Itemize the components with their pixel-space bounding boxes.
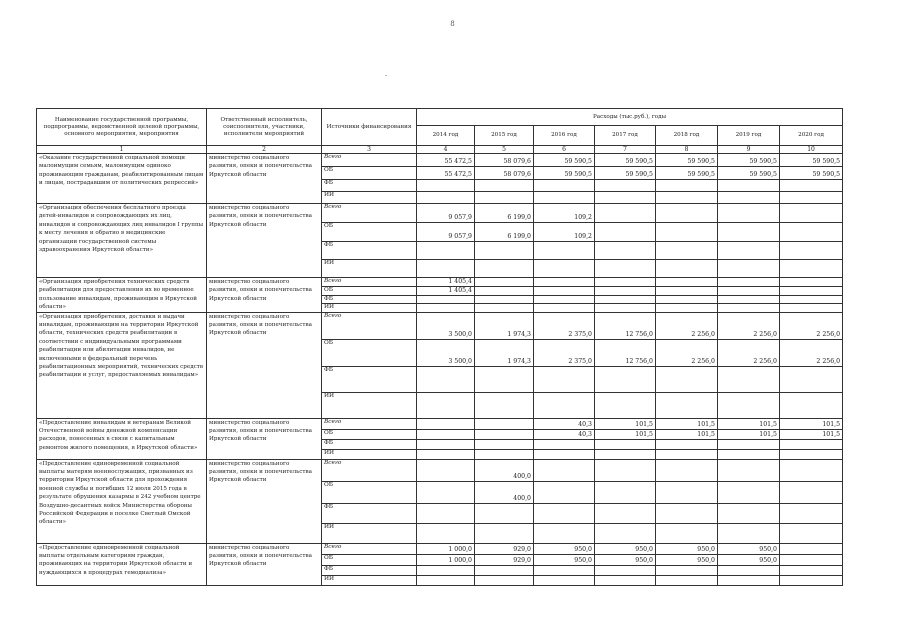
- expense-value: 950,0: [718, 543, 780, 554]
- expense-value: [656, 192, 718, 204]
- expense-value: 1 000,0: [417, 554, 475, 565]
- expense-value: [780, 180, 843, 192]
- expense-value: [534, 180, 595, 192]
- expense-value: [534, 481, 595, 503]
- expense-value: 2 256,0: [718, 339, 780, 366]
- expense-value: 400,0: [475, 481, 534, 503]
- expense-value: 950,0: [595, 543, 656, 554]
- page-number: 8: [450, 20, 455, 28]
- expense-value: [534, 260, 595, 278]
- header-source: Источники финансирования: [322, 109, 417, 146]
- expense-value: [417, 481, 475, 503]
- expense-value: 3 500,0: [417, 312, 475, 339]
- expense-value: [534, 459, 595, 481]
- expense-value: 59 590,5: [780, 167, 843, 180]
- expense-value: 59 590,5: [718, 167, 780, 180]
- header-expenses: Расходы (тыс.руб.), годы: [417, 109, 843, 126]
- expense-value: [595, 223, 656, 242]
- expense-value: [780, 204, 843, 223]
- expense-value: [534, 439, 595, 449]
- funding-source: ФБ: [322, 296, 417, 304]
- expense-value: [718, 223, 780, 242]
- funding-source: ОБ: [322, 429, 417, 439]
- expense-value: [417, 523, 475, 543]
- funding-source: ФБ: [322, 503, 417, 523]
- expense-value: 2 256,0: [718, 312, 780, 339]
- expense-value: 929,0: [475, 554, 534, 565]
- funding-source: ИИ: [322, 304, 417, 312]
- executor: министерство социального развития, опеки и попечительства Иркутской области: [207, 543, 322, 585]
- expense-value: 101,5: [718, 429, 780, 439]
- expense-value: [475, 503, 534, 523]
- expense-value: [656, 565, 718, 575]
- expense-value: 1 974,3: [475, 339, 534, 366]
- expense-value: [718, 392, 780, 418]
- column-number: 6: [534, 146, 595, 154]
- expense-value: [780, 287, 843, 296]
- expense-value: [534, 523, 595, 543]
- expense-value: [534, 192, 595, 204]
- expense-value: 101,5: [595, 429, 656, 439]
- funding-source: ОБ: [322, 339, 417, 366]
- expense-value: 59 590,5: [595, 167, 656, 180]
- expense-value: [718, 304, 780, 312]
- expense-value: [475, 392, 534, 418]
- expense-value: 1 000,0: [417, 543, 475, 554]
- expense-value: [595, 523, 656, 543]
- expense-value: [656, 223, 718, 242]
- expense-value: [595, 565, 656, 575]
- expense-value: 59 590,5: [780, 154, 843, 167]
- funding-source: Всего: [322, 418, 417, 429]
- expense-value: 2 256,0: [780, 312, 843, 339]
- expense-value: 109,2: [534, 223, 595, 242]
- expense-value: 1 405,4: [417, 278, 475, 287]
- expense-value: [595, 296, 656, 304]
- expense-value: [417, 449, 475, 459]
- expense-value: 55 472,5: [417, 154, 475, 167]
- expense-value: [656, 366, 718, 392]
- expense-value: 58 079,6: [475, 167, 534, 180]
- expense-value: [534, 278, 595, 287]
- measure-name: «Организация приобретения технических средств реабилитации для предоставления их во временное пользование инвалидам, проживающим в Иркутской области»: [37, 278, 207, 313]
- column-number: 2: [207, 146, 322, 154]
- expense-value: [780, 392, 843, 418]
- measure-name: «Организация обеспечения бесплатного проезда детей-инвалидов и сопровождающих их лиц, инвалидов и сопровождающих лиц инвалидов I группы к месту лечения и обратно в медицинские организации государственной системы здравоохранения Иркутской области»: [37, 204, 207, 278]
- expense-value: 55 472,5: [417, 167, 475, 180]
- funding-source: ИИ: [322, 392, 417, 418]
- funding-source: ОБ: [322, 287, 417, 296]
- expense-value: 58 079,6: [475, 154, 534, 167]
- funding-source: ОБ: [322, 223, 417, 242]
- expense-value: [475, 418, 534, 429]
- expense-value: [780, 459, 843, 481]
- expense-value: [656, 392, 718, 418]
- expense-value: [718, 242, 780, 260]
- expense-value: [417, 242, 475, 260]
- table-row: [37, 418, 843, 429]
- header-year: 2017 год: [595, 126, 656, 146]
- expense-value: 950,0: [656, 543, 718, 554]
- budget-table: [36, 108, 843, 586]
- expense-value: 6 199,0: [475, 204, 534, 223]
- expense-value: [595, 439, 656, 449]
- executor: министерство социального развития, опеки и попечительства Иркутской области: [207, 312, 322, 418]
- table-row: [37, 459, 843, 481]
- measure-name: «Предоставление единовременной социальной выплаты отдельным категориям граждан, проживающих на территории Иркутской области и нуждающихся в процедурах гемодиализа»: [37, 543, 207, 585]
- expense-value: [534, 392, 595, 418]
- expense-value: [475, 523, 534, 543]
- expense-value: [475, 278, 534, 287]
- measure-name: «Предоставление единовременной социальной выплаты матерям военнослужащих, призванных из территории Иркутской области для прохождения военной службы и погибших 12 июля 2015 года в результате обрушения казармы в 242 учебном центре Воздушно-десантных войск Министерства обороны Российской Федерации в поселке Светлый Омской области»: [37, 459, 207, 543]
- header-year: 2014 год: [417, 126, 475, 146]
- expense-value: [417, 503, 475, 523]
- expense-value: 950,0: [534, 554, 595, 565]
- expense-value: [417, 565, 475, 575]
- expense-value: 59 590,5: [718, 154, 780, 167]
- expense-value: [595, 180, 656, 192]
- expense-value: [718, 278, 780, 287]
- expense-value: [595, 260, 656, 278]
- expense-value: 2 256,0: [656, 312, 718, 339]
- expense-value: [780, 366, 843, 392]
- expense-value: [534, 503, 595, 523]
- expense-value: 101,5: [780, 429, 843, 439]
- expense-value: 3 500,0: [417, 339, 475, 366]
- expense-value: [780, 575, 843, 585]
- expense-value: [534, 575, 595, 585]
- expense-value: 40,3: [534, 418, 595, 429]
- expense-value: [595, 304, 656, 312]
- expense-value: 950,0: [534, 543, 595, 554]
- expense-value: [475, 429, 534, 439]
- expense-value: [417, 366, 475, 392]
- expense-value: [780, 439, 843, 449]
- expense-value: [780, 543, 843, 554]
- expense-value: [475, 439, 534, 449]
- expense-value: 2 256,0: [656, 339, 718, 366]
- funding-source: ФБ: [322, 242, 417, 260]
- expense-value: [417, 260, 475, 278]
- expense-value: [780, 554, 843, 565]
- expense-value: 6 199,0: [475, 223, 534, 242]
- measure-name: «Оказание государственной социальной помощи малоимущим семьям, малоимущим одиноко проживающим гражданам, реабилитированным лицам и лицам, пострадавшим от политических репрессий»: [37, 154, 207, 204]
- expense-value: 101,5: [595, 418, 656, 429]
- expense-value: [718, 449, 780, 459]
- expense-value: 950,0: [718, 554, 780, 565]
- executor: министерство социального развития, опеки и попечительства Иркутской области: [207, 204, 322, 278]
- expense-value: [595, 503, 656, 523]
- expense-value: 950,0: [595, 554, 656, 565]
- expense-value: [417, 439, 475, 449]
- executor: министерство социального развития, опеки и попечительства Иркутской области: [207, 278, 322, 313]
- expense-value: [780, 565, 843, 575]
- expense-value: 101,5: [656, 429, 718, 439]
- expense-value: [718, 192, 780, 204]
- expense-value: [656, 204, 718, 223]
- expense-value: 1 405,4: [417, 287, 475, 296]
- funding-source: ИИ: [322, 523, 417, 543]
- expense-value: [475, 565, 534, 575]
- expense-value: [417, 459, 475, 481]
- expense-value: 109,2: [534, 204, 595, 223]
- expense-value: 2 256,0: [780, 339, 843, 366]
- expense-value: [475, 192, 534, 204]
- expense-value: [595, 392, 656, 418]
- expense-value: [656, 180, 718, 192]
- expense-value: [780, 481, 843, 503]
- expense-value: [718, 260, 780, 278]
- expense-value: 12 756,0: [595, 339, 656, 366]
- expense-value: [718, 481, 780, 503]
- expense-value: [780, 223, 843, 242]
- funding-source: Всего: [322, 204, 417, 223]
- funding-source: ФБ: [322, 565, 417, 575]
- column-number: 4: [417, 146, 475, 154]
- expense-value: [718, 439, 780, 449]
- table-row: [37, 278, 843, 287]
- column-number: 1: [37, 146, 207, 154]
- expense-value: [417, 180, 475, 192]
- header-year: 2020 год: [780, 126, 843, 146]
- column-number: 10: [780, 146, 843, 154]
- expense-value: 2 375,0: [534, 339, 595, 366]
- expense-value: [475, 242, 534, 260]
- expense-value: [780, 242, 843, 260]
- expense-value: [595, 192, 656, 204]
- expense-value: [475, 366, 534, 392]
- funding-source: ИИ: [322, 192, 417, 204]
- expense-value: [718, 366, 780, 392]
- expense-value: [475, 260, 534, 278]
- expense-value: [656, 287, 718, 296]
- table-row: [37, 154, 843, 167]
- expense-value: [780, 503, 843, 523]
- expense-value: [595, 204, 656, 223]
- expense-value: 400,0: [475, 459, 534, 481]
- expense-value: [780, 304, 843, 312]
- expense-value: 59 590,5: [656, 167, 718, 180]
- expense-value: 12 756,0: [595, 312, 656, 339]
- expense-value: [475, 304, 534, 312]
- column-number: 9: [718, 146, 780, 154]
- expense-value: [718, 459, 780, 481]
- expense-value: 59 590,5: [656, 154, 718, 167]
- expense-value: [780, 278, 843, 287]
- expense-value: [417, 575, 475, 585]
- funding-source: Всего: [322, 312, 417, 339]
- expense-value: [718, 503, 780, 523]
- expense-value: 59 590,5: [534, 154, 595, 167]
- table-row: [37, 543, 843, 554]
- expense-value: [534, 565, 595, 575]
- funding-source: ФБ: [322, 366, 417, 392]
- funding-source: ФБ: [322, 439, 417, 449]
- header-year: 2016 год: [534, 126, 595, 146]
- expense-value: [656, 575, 718, 585]
- expense-value: 101,5: [718, 418, 780, 429]
- expense-value: [475, 287, 534, 296]
- funding-source: Всего: [322, 459, 417, 481]
- header-year: 2018 год: [656, 126, 718, 146]
- expense-value: [718, 296, 780, 304]
- expense-value: [656, 449, 718, 459]
- expense-value: 9 057,9: [417, 204, 475, 223]
- expense-value: [417, 296, 475, 304]
- expense-value: [718, 575, 780, 585]
- column-number: 5: [475, 146, 534, 154]
- expense-value: [780, 523, 843, 543]
- expense-value: [595, 242, 656, 260]
- column-number: 3: [322, 146, 417, 154]
- table-row: [37, 312, 843, 339]
- expense-value: [417, 418, 475, 429]
- expense-value: [417, 392, 475, 418]
- expense-value: [656, 523, 718, 543]
- expense-value: 950,0: [656, 554, 718, 565]
- expense-value: [534, 449, 595, 459]
- expense-value: 101,5: [656, 418, 718, 429]
- expense-value: [718, 523, 780, 543]
- expense-value: 101,5: [780, 418, 843, 429]
- expense-value: [656, 503, 718, 523]
- expense-value: [656, 296, 718, 304]
- funding-source: ИИ: [322, 575, 417, 585]
- expense-value: [595, 278, 656, 287]
- expense-value: 40,3: [534, 429, 595, 439]
- header-executor: Ответственный исполнитель, соисполнители, участники, исполнители мероприятий: [207, 109, 322, 146]
- expense-value: [417, 192, 475, 204]
- funding-source: ОБ: [322, 554, 417, 565]
- expense-value: [595, 459, 656, 481]
- expense-value: [595, 481, 656, 503]
- funding-source: ФБ: [322, 180, 417, 192]
- expense-value: 59 590,5: [534, 167, 595, 180]
- executor: министерство социального развития, опеки и попечительства Иркутской области: [207, 459, 322, 543]
- header-year: 2019 год: [718, 126, 780, 146]
- funding-source: Всего: [322, 154, 417, 167]
- executor: министерство социального развития, опеки и попечительства Иркутской области: [207, 418, 322, 459]
- funding-source: ИИ: [322, 260, 417, 278]
- funding-source: ОБ: [322, 167, 417, 180]
- funding-source: Всего: [322, 543, 417, 554]
- expense-value: [656, 481, 718, 503]
- expense-value: [656, 439, 718, 449]
- expense-value: [534, 287, 595, 296]
- expense-value: [534, 366, 595, 392]
- expense-value: [534, 304, 595, 312]
- expense-value: [534, 296, 595, 304]
- header-name: Наименование государственной программы, подпрограммы, ведомственной целевой программы, основного мероприятия, мероприятия: [37, 109, 207, 146]
- expense-value: [475, 575, 534, 585]
- expense-value: [780, 192, 843, 204]
- expense-value: [656, 459, 718, 481]
- expense-value: 1 974,3: [475, 312, 534, 339]
- expense-value: [656, 242, 718, 260]
- expense-value: [780, 296, 843, 304]
- expense-value: [718, 204, 780, 223]
- expense-value: [534, 242, 595, 260]
- column-number: 7: [595, 146, 656, 154]
- expense-value: [780, 449, 843, 459]
- expense-value: [718, 565, 780, 575]
- expense-value: [656, 278, 718, 287]
- scan-speck: [385, 75, 387, 76]
- executor: министерство социального развития, опеки и попечительства Иркутской области: [207, 154, 322, 204]
- expense-value: [475, 449, 534, 459]
- expense-value: [595, 287, 656, 296]
- expense-value: [417, 304, 475, 312]
- funding-source: Всего: [322, 278, 417, 287]
- expense-value: 929,0: [475, 543, 534, 554]
- expense-value: [718, 287, 780, 296]
- expense-value: [595, 575, 656, 585]
- expense-value: [475, 180, 534, 192]
- header-year: 2015 год: [475, 126, 534, 146]
- expense-value: [417, 429, 475, 439]
- expense-value: 59 590,5: [595, 154, 656, 167]
- measure-name: «Организация приобретения, доставки и выдачи инвалидам, проживающим на территории Иркутской области, технических средств реабилитации в соответствии с индивидуальными программами реабилитации или абилитации инвалидов, не включенными в федеральный перечень реабилитационных мероприятий, технических средств реабилитации и услуг, предоставляемых инвалидам»: [37, 312, 207, 418]
- expense-value: [595, 449, 656, 459]
- expense-value: [780, 260, 843, 278]
- expense-value: [475, 296, 534, 304]
- column-number: 8: [656, 146, 718, 154]
- expense-value: [718, 180, 780, 192]
- measure-name: «Предоставление инвалидам и ветеранам Великой Отечественной войны денежной компенсации расходов, понесенных в связи с капитальным ремонтом жилого помещения, в Иркутской области»: [37, 418, 207, 459]
- expense-value: [595, 366, 656, 392]
- expense-value: [656, 260, 718, 278]
- table-body: [37, 154, 843, 586]
- expense-value: [656, 304, 718, 312]
- funding-source: ИИ: [322, 449, 417, 459]
- table-row: [37, 204, 843, 223]
- expense-value: 9 057,9: [417, 223, 475, 242]
- funding-source: ОБ: [322, 481, 417, 503]
- expense-value: 2 375,0: [534, 312, 595, 339]
